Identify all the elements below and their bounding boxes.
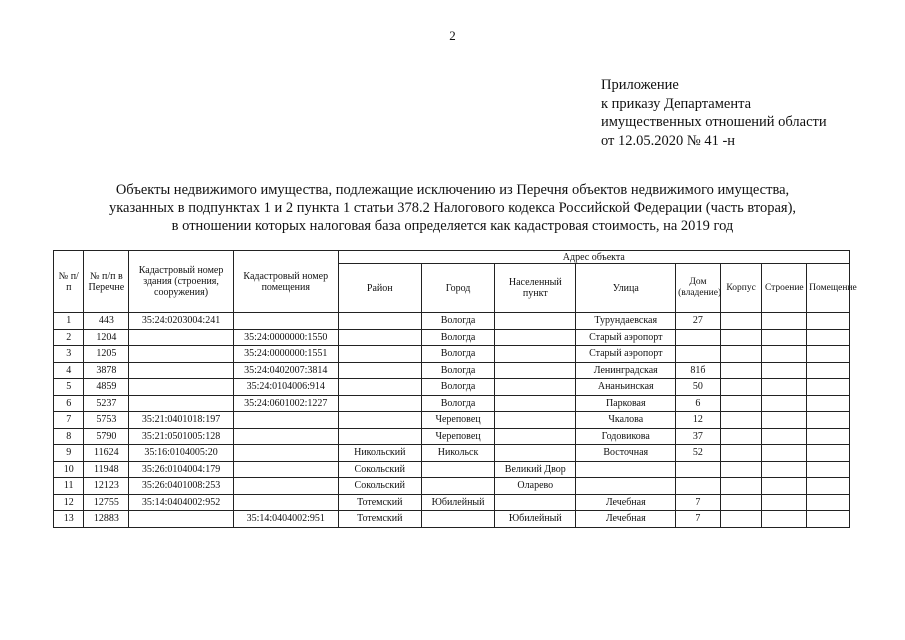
cell-pomeshchenie [807,461,850,478]
cell-city: Вологда [421,362,494,379]
cell-settlement: Юбилейный [495,511,576,528]
cell-room-cadastral: 35:24:0402007:3814 [233,362,338,379]
cell-building-cadastral [129,511,234,528]
cell-settlement [495,346,576,363]
cell-street: Ленинградская [576,362,676,379]
table-row [54,346,850,363]
cell-num: 4 [54,362,84,379]
cell-district: Тотемский [338,494,421,511]
page-number: 2 [449,28,456,43]
cell-street: Годовикова [576,428,676,445]
header-stroenie: Строение [762,264,807,313]
cell-street: Восточная [576,445,676,462]
cell-room-cadastral [233,412,338,429]
cell-num: 12 [54,494,84,511]
header-room-cadastral: Кадастровый номер помещения [233,251,338,313]
cell-stroenie [762,395,807,412]
header-settlement: Населенный пункт [495,264,576,313]
cell-city: Вологда [421,395,494,412]
appendix-line: к приказу Департамента [601,95,752,112]
cell-district [338,313,421,330]
cell-stroenie [762,511,807,528]
cell-stroenie [762,346,807,363]
cell-room-cadastral [233,494,338,511]
cell-settlement [495,428,576,445]
cell-korpus [720,329,762,346]
cell-settlement [495,445,576,462]
cell-house [676,346,721,363]
cell-num: 7 [54,412,84,429]
cell-korpus [720,511,762,528]
cell-street [576,478,676,495]
table-row [54,511,850,528]
cell-building-cadastral: 35:26:0104004:179 [129,461,234,478]
cell-list-num: 5237 [84,395,129,412]
cell-pomeshchenie [807,494,850,511]
cell-num: 11 [54,478,84,495]
cell-list-num: 12123 [84,478,129,495]
cell-pomeshchenie [807,428,850,445]
cell-city [421,461,494,478]
cell-district: Никольский [338,445,421,462]
cell-pomeshchenie [807,379,850,396]
cell-pomeshchenie [807,395,850,412]
cell-pomeshchenie [807,511,850,528]
cell-city [421,511,494,528]
cell-stroenie [762,313,807,330]
document-title [40,181,865,235]
cell-settlement [495,412,576,429]
cell-num: 5 [54,379,84,396]
appendix-line: имущественных отношений области [601,114,827,130]
cell-list-num: 5790 [84,428,129,445]
table-body [54,313,850,528]
table-row [54,461,850,478]
cell-district [338,395,421,412]
cell-num: 2 [54,329,84,346]
cell-settlement [495,313,576,330]
cell-house: 81б [676,362,721,379]
cell-room-cadastral [233,428,338,445]
cell-district [338,329,421,346]
cell-room-cadastral: 35:14:0404002:951 [233,511,338,528]
appendix-block [601,76,827,150]
cell-house: 12 [676,412,721,429]
cell-room-cadastral: 35:24:0104006:914 [233,379,338,396]
cell-list-num: 1204 [84,329,129,346]
cell-city [421,478,494,495]
title-line: указанных в подпунктах 1 и 2 пункта 1 статьи 378.2 Налогового кодекса Российской Федерации (часть вторая), [108,200,797,216]
cell-korpus [720,445,762,462]
cell-num: 8 [54,428,84,445]
table-row [54,445,850,462]
cell-street: Турундаевская [576,313,676,330]
cell-building-cadastral [129,346,234,363]
cell-building-cadastral [129,329,234,346]
cell-district: Сокольский [338,461,421,478]
cell-list-num: 11624 [84,445,129,462]
cell-num: 1 [54,313,84,330]
cell-korpus [720,428,762,445]
cell-stroenie [762,478,807,495]
cell-city: Череповец [421,412,494,429]
cell-stroenie [762,379,807,396]
cell-room-cadastral [233,445,338,462]
cell-num: 13 [54,511,84,528]
table-row [54,412,850,429]
cell-settlement [495,395,576,412]
appendix-line: от 12.05.2020 № 41 -н [601,132,736,149]
table-row [54,494,850,511]
cell-street: Ананьинская [576,379,676,396]
cell-settlement: Оларево [495,478,576,495]
cell-korpus [720,379,762,396]
cell-city: Вологда [421,313,494,330]
header-num: № п/п [54,251,84,313]
cell-house: 7 [676,511,721,528]
cell-settlement: Великий Двор [495,461,576,478]
cell-pomeshchenie [807,346,850,363]
title-line: Объекты недвижимого имущества, подлежащие исключению из Перечня объектов недвижимого имущества, [115,182,790,198]
cell-room-cadastral: 35:24:0601002:1227 [233,395,338,412]
table-row [54,395,850,412]
cell-street [576,461,676,478]
cell-list-num: 5753 [84,412,129,429]
cell-korpus [720,494,762,511]
table-row [54,478,850,495]
cell-district [338,379,421,396]
header-korpus: Корпус [720,264,762,313]
cell-settlement [495,379,576,396]
cell-street: Парковая [576,395,676,412]
cell-list-num: 12883 [84,511,129,528]
cell-building-cadastral [129,395,234,412]
cell-room-cadastral [233,461,338,478]
cell-district: Тотемский [338,511,421,528]
cell-house: 52 [676,445,721,462]
cell-pomeshchenie [807,478,850,495]
table-row [54,329,850,346]
cell-house [676,461,721,478]
table-row [54,428,850,445]
cell-building-cadastral: 35:21:0401018:197 [129,412,234,429]
cell-building-cadastral: 35:16:0104005:20 [129,445,234,462]
cell-num: 6 [54,395,84,412]
header-list-num: № п/п в Перечне [84,251,129,313]
header-street: Улица [576,264,676,313]
cell-pomeshchenie [807,313,850,330]
cell-street: Лечебная [576,494,676,511]
title-line: в отношении которых налоговая база определяется как кадастровая стоимость, на 2019 год [171,218,734,234]
cell-pomeshchenie [807,329,850,346]
cell-settlement [495,362,576,379]
cell-street: Старый аэропорт [576,329,676,346]
cell-korpus [720,461,762,478]
cell-list-num: 3878 [84,362,129,379]
cell-building-cadastral [129,379,234,396]
cell-room-cadastral: 35:24:0000000:1550 [233,329,338,346]
cell-building-cadastral: 35:24:0203004:241 [129,313,234,330]
cell-stroenie [762,494,807,511]
header-address: Адрес объекта [338,251,849,264]
cell-stroenie [762,461,807,478]
cell-korpus [720,362,762,379]
cell-district [338,428,421,445]
cell-stroenie [762,412,807,429]
cell-house: 37 [676,428,721,445]
cell-city: Череповец [421,428,494,445]
cell-room-cadastral: 35:24:0000000:1551 [233,346,338,363]
cell-city: Никольск [421,445,494,462]
cell-house [676,329,721,346]
cell-city: Вологда [421,329,494,346]
table-row [54,362,850,379]
cell-city: Вологда [421,346,494,363]
cell-building-cadastral: 35:14:0404002:952 [129,494,234,511]
header-city: Город [421,264,494,313]
cell-num: 10 [54,461,84,478]
property-table [53,250,857,528]
table-row [54,379,850,396]
cell-pomeshchenie [807,445,850,462]
header-pomeshchenie: Помещение [807,264,850,313]
cell-korpus [720,313,762,330]
cell-house: 7 [676,494,721,511]
cell-stroenie [762,362,807,379]
cell-list-num: 11948 [84,461,129,478]
cell-district [338,412,421,429]
appendix-line: Приложение [601,77,679,93]
cell-house: 50 [676,379,721,396]
cell-list-num: 1205 [84,346,129,363]
cell-korpus [720,412,762,429]
cell-num: 9 [54,445,84,462]
cell-house: 27 [676,313,721,330]
header-house: Дом (владение) [676,264,721,313]
cell-korpus [720,395,762,412]
cell-stroenie [762,329,807,346]
cell-room-cadastral [233,313,338,330]
cell-stroenie [762,445,807,462]
cell-district: Сокольский [338,478,421,495]
header-district: Район [338,264,421,313]
table-row [54,313,850,330]
cell-building-cadastral [129,362,234,379]
cell-city: Юбилейный [421,494,494,511]
cell-stroenie [762,428,807,445]
cell-house: 6 [676,395,721,412]
cell-korpus [720,346,762,363]
cell-korpus [720,478,762,495]
cell-pomeshchenie [807,412,850,429]
cell-num: 3 [54,346,84,363]
cell-house [676,478,721,495]
cell-list-num: 12755 [84,494,129,511]
cell-district [338,362,421,379]
cell-city: Вологда [421,379,494,396]
cell-list-num: 443 [84,313,129,330]
cell-settlement [495,329,576,346]
cell-building-cadastral: 35:21:0501005:128 [129,428,234,445]
cell-street: Старый аэропорт [576,346,676,363]
cell-room-cadastral [233,478,338,495]
cell-building-cadastral: 35:26:0401008:253 [129,478,234,495]
header-building-cadastral: Кадастровый номер здания (строения, сооружения) [129,251,234,313]
cell-list-num: 4859 [84,379,129,396]
cell-settlement [495,494,576,511]
cell-pomeshchenie [807,362,850,379]
cell-street: Лечебная [576,511,676,528]
cell-district [338,346,421,363]
cell-street: Чкалова [576,412,676,429]
